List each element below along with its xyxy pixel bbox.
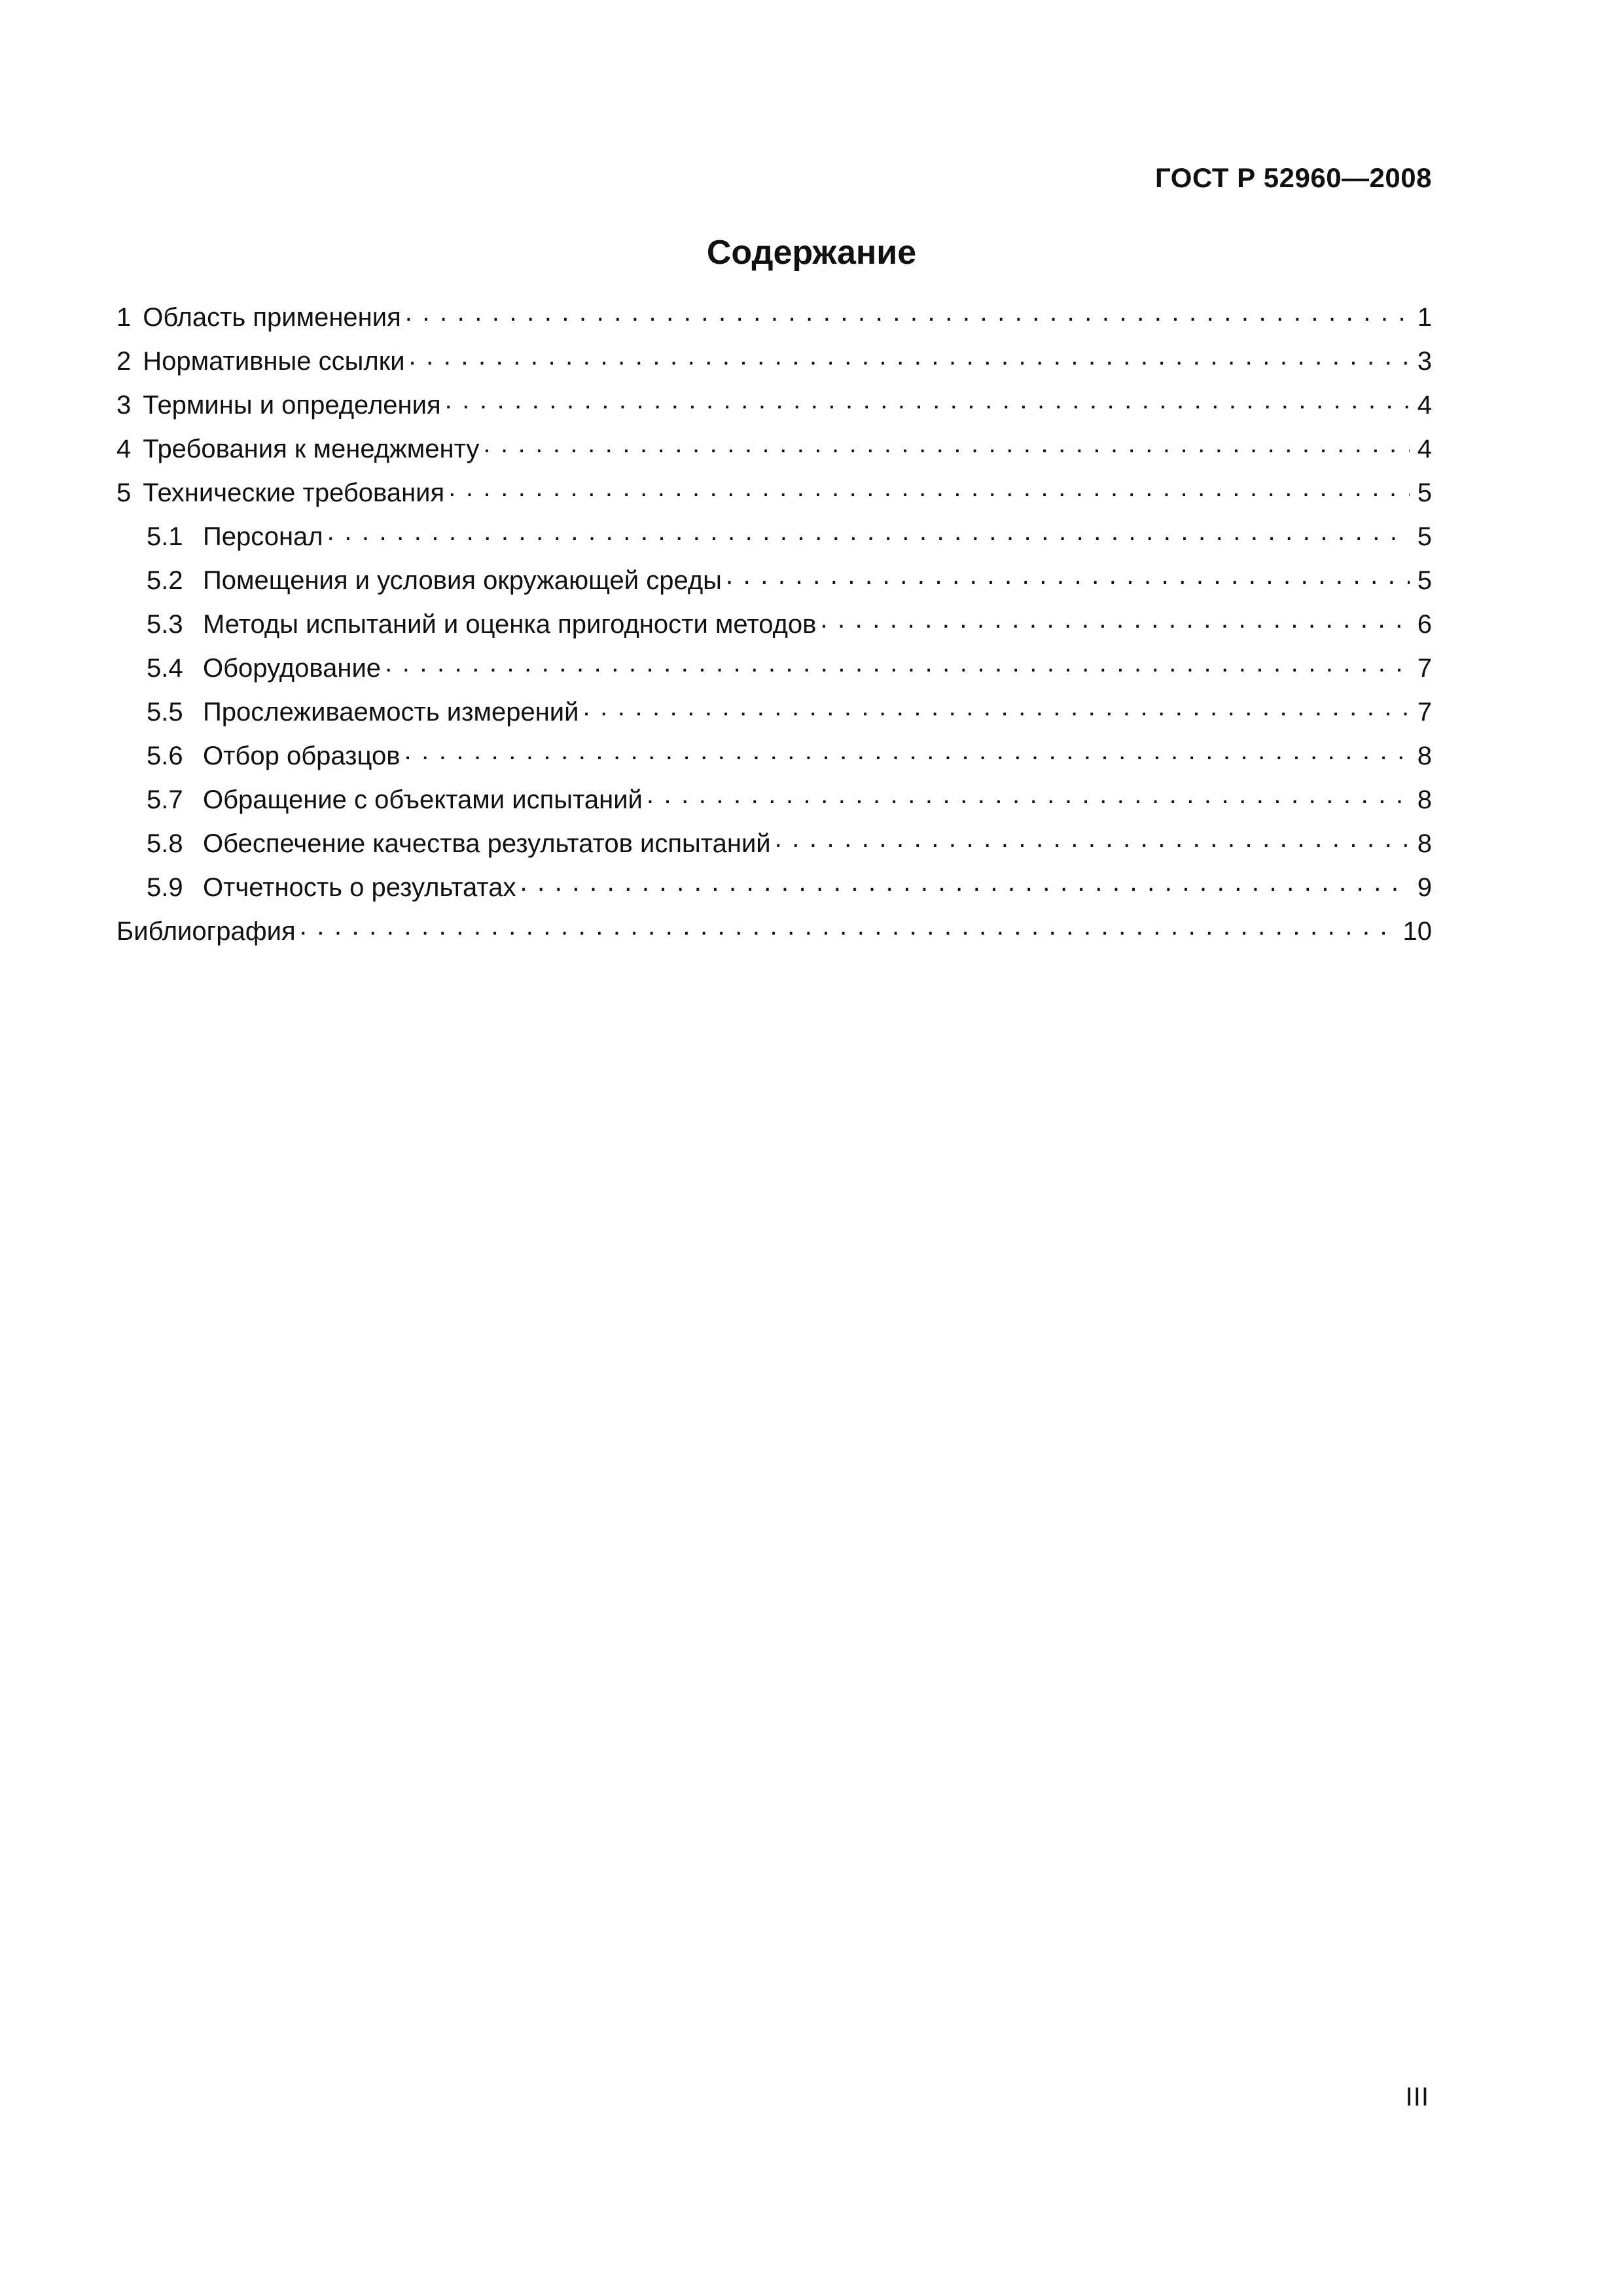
dot-leader <box>820 607 1409 633</box>
toc-title: Содержание <box>706 234 917 272</box>
toc-entry-label: Термины и определения <box>143 391 441 420</box>
toc-entry[interactable] <box>116 300 1432 344</box>
toc-entry-number: 5.2 <box>147 566 183 595</box>
table-of-contents <box>116 300 1432 958</box>
toc-entry-number: 5.6 <box>147 742 183 770</box>
toc-entry-page: 4 <box>1417 391 1432 420</box>
dot-leader <box>385 651 1410 677</box>
toc-entry-label: Методы испытаний и оценка пригодности методов <box>203 610 817 639</box>
dot-leader <box>405 300 1410 326</box>
toc-subentry[interactable] <box>116 694 1432 738</box>
dot-leader <box>775 826 1410 852</box>
toc-entry-bibliography[interactable] <box>116 914 1432 958</box>
toc-entry-number: 5.8 <box>147 829 183 858</box>
dot-leader <box>327 519 1410 545</box>
toc-entry-number: 3 <box>116 391 132 420</box>
toc-entry-page: 4 <box>1417 435 1432 463</box>
toc-entry-page: 8 <box>1417 829 1432 858</box>
toc-entry-page: 8 <box>1417 742 1432 770</box>
toc-entry-label: Обеспечение качества результатов испытаний <box>203 829 771 858</box>
dot-leader <box>483 431 1409 457</box>
toc-subentry[interactable] <box>116 651 1432 694</box>
toc-entry[interactable] <box>116 387 1432 431</box>
dot-leader <box>409 344 1410 370</box>
toc-entry-label: Отчетность о результатах <box>203 873 516 902</box>
toc-entry-page: 10 <box>1402 917 1432 946</box>
toc-entry-label: Нормативные ссылки <box>143 347 405 376</box>
toc-subentry[interactable] <box>116 607 1432 651</box>
toc-entry-label: Обращение с объектами испытаний <box>203 785 643 814</box>
toc-entry-label: Отбор образцов <box>203 742 401 770</box>
dot-leader <box>404 738 1409 764</box>
toc-entry-label: Прослеживаемость измерений <box>203 698 579 726</box>
toc-entry-number: 5.9 <box>147 873 183 902</box>
dot-leader <box>445 387 1410 414</box>
toc-entry-page: 1 <box>1417 303 1432 332</box>
toc-subentry[interactable] <box>116 738 1432 782</box>
toc-entry[interactable] <box>116 431 1432 475</box>
toc-entry-number: 5.3 <box>147 610 183 639</box>
document-code: ГОСТ Р 52960—2008 <box>1155 162 1432 193</box>
toc-entry-page: 3 <box>1417 347 1432 376</box>
toc-entry-number: 5.7 <box>147 785 183 814</box>
toc-entry-page: 5 <box>1417 522 1432 551</box>
toc-entry-page: 6 <box>1417 610 1432 639</box>
toc-entry-label: Библиография <box>116 917 296 946</box>
toc-entry-label: Требования к менеджменту <box>143 435 480 463</box>
toc-entry-number: 1 <box>116 303 132 332</box>
toc-entry-number: 5.5 <box>147 698 183 726</box>
toc-entry-number: 5 <box>116 478 132 507</box>
toc-entry-page: 7 <box>1417 698 1432 726</box>
toc-entry-page: 9 <box>1417 873 1432 902</box>
dot-leader <box>726 563 1410 589</box>
page-number: III <box>1405 2083 1429 2111</box>
toc-entry-label: Область применения <box>143 303 401 332</box>
toc-entry-label: Оборудование <box>203 654 382 683</box>
toc-subentry[interactable] <box>116 782 1432 826</box>
toc-entry-page: 5 <box>1417 478 1432 507</box>
dot-leader <box>448 475 1410 501</box>
toc-entry-number: 5.4 <box>147 654 183 683</box>
toc-subentry[interactable] <box>116 519 1432 563</box>
toc-entry[interactable] <box>116 344 1432 387</box>
toc-entry-page: 7 <box>1417 654 1432 683</box>
toc-subentry[interactable] <box>116 870 1432 914</box>
toc-subentry[interactable] <box>116 563 1432 607</box>
toc-entry-number: 5.1 <box>147 522 183 551</box>
toc-entry-page: 5 <box>1417 566 1432 595</box>
toc-subentry[interactable] <box>116 826 1432 870</box>
toc-entry-label: Персонал <box>203 522 323 551</box>
toc-entry-label: Технические требования <box>143 478 445 507</box>
dot-leader <box>520 870 1410 896</box>
toc-entry-label: Помещения и условия окружающей среды <box>203 566 722 595</box>
toc-entry[interactable] <box>116 475 1432 519</box>
dot-leader <box>647 782 1410 808</box>
dot-leader <box>300 914 1395 940</box>
toc-entry-number: 4 <box>116 435 132 463</box>
toc-entry-page: 8 <box>1417 785 1432 814</box>
dot-leader <box>583 694 1410 721</box>
toc-entry-number: 2 <box>116 347 132 376</box>
